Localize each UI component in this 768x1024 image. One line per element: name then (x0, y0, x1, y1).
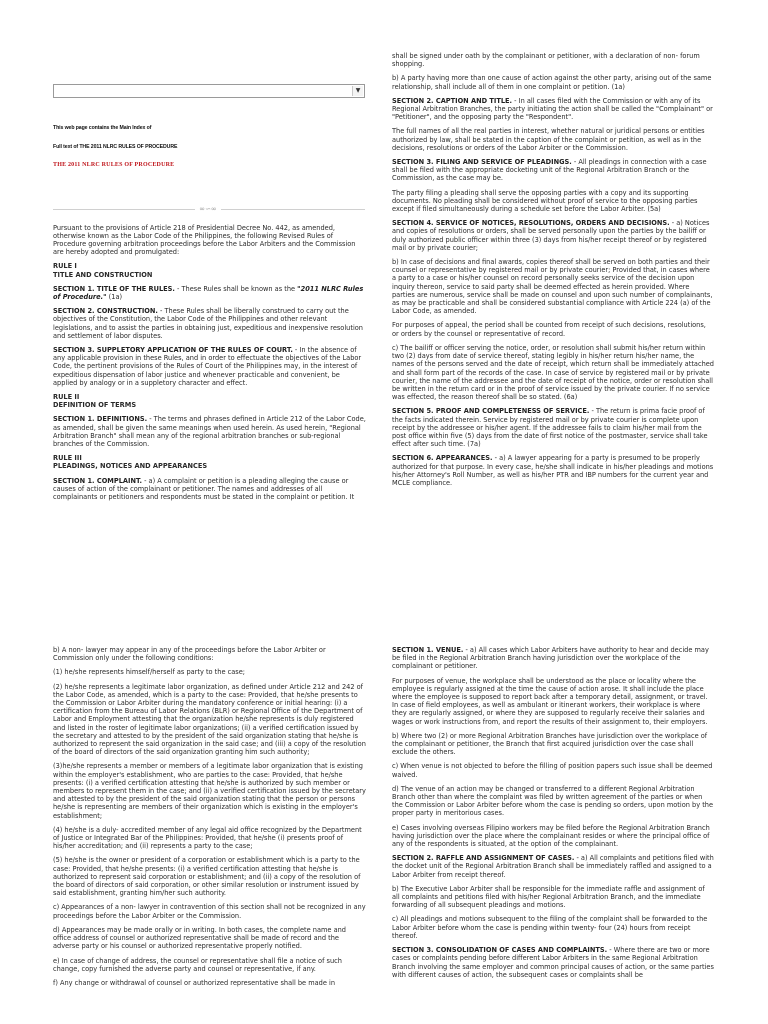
page2-left-column (53, 646, 366, 993)
section-paragraph: SECTION 2. RAFFLE AND ASSIGNMENT OF CASES. - a) All complaints and petitions filed with the docket unit of the Regional Arbitration Branch shall be immediately raffled and assigned to a Labor Arbiter from receipt thereof. (392, 854, 714, 879)
rule-number: RULE I (53, 262, 77, 271)
section-paragraph: SECTION 3. CONSOLIDATION OF CASES AND COMPLAINTS. - Where there are two or more cases or complaints pending before different Labor Arbiters in the same Regional Arbitration Branch involving the same employer and common principal causes of action, or the same parties with different causes of action, the subsequent cases or complaints shall be (392, 946, 714, 979)
paragraph: For purposes of appeal, the period shall be counted from receipt of such decisions, resolutions, or orders by the counsel or representative of record. (392, 321, 706, 338)
paragraph: c) Appearances of a non- lawyer in contravention of this section shall not be recognized in any proceedings before the Labor Arbiter or the Commission. (53, 903, 366, 920)
rule-number: RULE III (53, 454, 82, 463)
paragraph: d) The venue of an action may be changed or transferred to a different Regional Arbitration Branch other than where the complaint was filed by written agreement of the parties or when the Commission or Labor Arbiter before whom the case is pending so orders, upon motion by the proper party in meritorious cases. (392, 784, 714, 818)
page-gap (0, 608, 768, 640)
paragraph: c) The bailiff or officer serving the notice, order, or resolution shall submit his/her return within two (2) days from date of service thereof, stating legibly in his/her return his/her name, the names of the persons served and the date of receipt, which return shall be immediately attached and shall form part of the records of the case. In case of service by registered mail or by private courier, the name of the addressee and the date of receipt of the notice, order or resolution shall be written in the return card or in the proof of service issued by the private courier. If no service was effected, the reason thereof shall be so stated. (6a) (392, 343, 714, 402)
index-select-dropdown[interactable] (53, 84, 365, 98)
rules-title-emphasis: "2011 NLRC Rules of Procedure." (53, 284, 364, 302)
section-paragraph: SECTION 1. COMPLAINT. - a) A complaint or petition is a pleading alleging the cause or causes of action of the complainant or petitioner. The names and addresses of all complainants or petitioners and respondents must be stated in the complaint or petition. It (53, 476, 355, 502)
paragraph: b) A non- lawyer may appear in any of the proceedings before the Labor Arbiter or Commission only under the following conditions: (53, 646, 326, 663)
preamble-paragraph: Pursuant to the provisions of Article 218 of Presidential Decree No. 442, as amended, otherwise known as the Labor Code of the Philippines, the following Revised Rules of Procedure governing arbitration proceedings before the Labor Arbiters and the Commission are hereby adopted and promulgated: (53, 223, 356, 257)
paragraph: (1) he/she represents himself/herself as party to the case; (53, 668, 245, 677)
section-heading: SECTION 2. RAFFLE AND ASSIGNMENT OF CASES. (392, 854, 575, 863)
paragraph: b) In case of decisions and final awards, copies thereof shall be served on both parties and their counsel or representative by registered mail or by private courier; Provided that, in cases where a party to a case or his/her counsel on record personally seeks service of the decision upon inquiry thereon, service to said party shall be deemed effected as herein provided. Where parties are numerous, service shall be made on counsel and upon such number of complainants, as may be practicable and shall be considered substantial compliance with Article 224 (a) of the Labor Code, as amended. (392, 258, 713, 316)
section-heading: SECTION 3. FILING AND SERVICE OF PLEADINGS. (392, 158, 572, 167)
paragraph: d) Appearances may be made orally or in writing. In both cases, the complete name and office address of counsel or authorized representative shall be made of record and the adverse party or his counsel or authorized representative properly notified. (53, 925, 346, 951)
paragraph: For purposes of venue, the workplace shall be understood as the place or locality where the employee is regularly assigned at the time the cause of action arose. It shall include the place where the employee is supposed to report back after a temporary detail, assignment, or travel. In case of field employees, as well as ambulant or itinerant workers, their workplace is where they are regularly assigned, or where they are supposed to regularly receive their salaries and wages or work instructions from, and report the results of their assignment to, their employers. (392, 676, 708, 726)
section-heading: SECTION 1. TITLE OF THE RULES. (53, 284, 175, 293)
paragraph: b) A party having more than one cause of action against the other party, arising out of the same relationship, shall include all of them in one complaint or petition. (1a) (392, 74, 712, 91)
rule-heading (53, 393, 366, 409)
paragraph: b) Where two (2) or more Regional Arbitration Branches have jurisdiction over the workplace of the complainant or petitioner, the Branch that first acquired jurisdiction over the case shall exclude the others. (392, 731, 708, 757)
section-paragraph: SECTION 1. TITLE OF THE RULES. - These Rules shall be known as the "2011 NLRC Rules of Procedure." (1a) (53, 284, 364, 302)
section-heading: SECTION 3. SUPPLETORY APPLICATION OF THE RULES OF COURT. (53, 346, 293, 355)
section-paragraph: SECTION 3. FILING AND SERVICE OF PLEADINGS. - All pleadings in connection with a case shall be filed with the appropriate docketing unit of the Regional Arbitration Branch or the Commission, as the case may be. (392, 158, 707, 183)
section-paragraph: SECTION 1. DEFINITIONS. - The terms and phrases defined in Article 212 of the Labor Code, as amended, shall be given the same meanings when used herein. As used herein, "Regional Arbitration Branch" shall mean any of the regional arbitration branches or sub-regional branches of the Commission. (53, 415, 366, 449)
paragraph: f) Any change or withdrawal of counsel or authorized representative shall be made in (53, 978, 336, 987)
section-heading: SECTION 2. CONSTRUCTION. (53, 307, 158, 316)
section-heading: SECTION 2. CAPTION AND TITLE. (392, 96, 513, 105)
paragraph: (5) he/she is the owner or president of a corporation or establishment which is a party to the case: Provided, that he/she presents: (i) a verified certification attesting that he/she is authorized to represent said corporation or establishment; and (ii) a copy of the resolution of the board of directors of said corporation, or other similar resolution or instrument issued by said establishment, granting him/her such authority. (53, 856, 361, 898)
chevron-down-icon[interactable]: ▼ (352, 86, 363, 96)
intro-text-index: This web page contains the Main Index of (53, 125, 152, 131)
document-page-2 (0, 640, 768, 1024)
section-paragraph: SECTION 3. SUPPLETORY APPLICATION OF THE RULES OF COURT. - In the absence of any applicable provision in these Rules, and in order to effectuate the objectives of the Labor Code, the pertinent provisions of the Rules of Court of the Philippines may, in the interest of expeditious dispensation of labor justice and whenever practicable and convenient, be applied by analogy or in a suppletory character and effect. (53, 346, 362, 387)
section-heading: SECTION 6. APPEARANCES. (392, 454, 493, 463)
paragraph: b) The Executive Labor Arbiter shall be responsible for the immediate raffle and assignment of all complaints and petitions filed with his/her Regional Arbitration Branch, and the immediate forwarding of all subsequent pleadings and motions. (392, 884, 705, 910)
ornamental-divider (53, 204, 366, 214)
section-heading: SECTION 1. DEFINITIONS. (53, 415, 148, 424)
paragraph: c) When venue is not objected to before the filling of position papers such issue shall be deemed waived. (392, 762, 713, 779)
rule-heading (53, 454, 366, 470)
paragraph: e) Cases involving overseas Filipino workers may be filed before the Regional Arbitration Branch having jurisdiction over the place where the complainant resides or where the principal office of any of the respondents is situated, at the option of the complainant. (392, 823, 710, 849)
paragraph: shall be signed under oath by the complainant or petitioner, with a declaration of non- forum shopping. (392, 52, 700, 69)
intro-text-fulltext: Full text of THE 2011 NLRC RULES OF PROCEDURE (53, 144, 178, 151)
page2-right-column (392, 646, 714, 985)
paragraph: The full names of all the real parties in interest, whether natural or juridical persons or entities authorized by law, shall be stated in the caption of the complaint or petition, as well as in the decisions, resolutions or orders of the Labor Arbiter or the Commission. (392, 127, 705, 152)
document-title: THE 2011 NLRC RULES OF PROCEDURE (53, 162, 175, 169)
page1-left-column (53, 84, 366, 507)
section-paragraph: SECTION 2. CAPTION AND TITLE. - In all cases filed with the Commission or with any of its Regional Arbitration Branches, the party initiating the action shall be called the "Complainant" or "Petitioner", and the opposing party the "Respondent". (392, 96, 713, 122)
paragraph: The party filing a pleading shall serve the opposing parties with a copy and its supporting documents. No pleading shall be considered without proof of service to the opposing parties except if filed simultaneously during a schedule set before the Labor Arbiter. (5a) (392, 188, 698, 214)
rule-title: DEFINITION OF TERMS (53, 401, 137, 410)
section-paragraph: SECTION 2. CONSTRUCTION. - These Rules shall be liberally construed to carry out the objectives of the Constitution, the Labor Code of the Philippines and other relevant legislations, and to assist the parties in obtaining just, expeditious and inexpensive resolution and settlement of labor disputes. (53, 307, 363, 340)
page1-right-column (392, 52, 714, 493)
paragraph: e) In case of change of address, the counsel or representative shall file a notice of such change, copy furnished the adverse party and counsel or representative, if any. (53, 956, 342, 973)
rule-title: PLEADINGS, NOTICES AND APPEARANCES (53, 462, 208, 471)
section-paragraph: SECTION 6. APPEARANCES. - a) A lawyer appearing for a party is presumed to be properly authorized for that purpose. In every case, he/she shall indicate in his/her pleadings and motions his/her Attorney's Roll Number, as well as his/her PTR and IBP numbers for the current year and MCLE compliance. (392, 454, 714, 487)
paragraph: (2) he/she represents a legitimate labor organization, as defined under Article 212 and 242 of the Labor Code, as amended, which is a party to the case: Provided, that he/she presents to the Commission or Labor Arbiter during the mandatory conference or initial hearing: (i) a certification from the Bureau of Labor Relations (BLR) or Regional Office of the Department of Labor and Employment attesting that the organization he/she represents is duly registered and listed in the roster of legitimate labor organizations; (ii) a verified certification issued by the secretary and attested to by the president of the said organization stating that he/she is authorized to represent the said organization in the said case; and (iii) a copy of the resolution of the board of directors of the said organization granting him such authority; (53, 682, 366, 757)
section-heading: SECTION 3. CONSOLIDATION OF CASES AND COMPLAINTS. (392, 946, 608, 955)
section-paragraph: SECTION 5. PROOF AND COMPLETENESS OF SERVICE. - The return is prima facie proof of the facts indicated therein. Service by registered mail or by private courier is complete upon receipt by the addressee or his/her agent. If the addressee fails to claim his/her mail from the post office within five (5) days from the date of first notice of the postmaster, service shall take effect after such time. (7a) (392, 407, 708, 449)
rule-title: TITLE AND CONSTRUCTION (53, 270, 153, 279)
divider-ornament-icon: ∞∽∞ (199, 204, 217, 213)
section-heading: SECTION 1. VENUE. (392, 646, 464, 654)
section-heading: SECTION 1. COMPLAINT. (53, 476, 142, 485)
rule-number: RULE II (53, 393, 80, 402)
rule-heading (53, 262, 366, 278)
section-heading: SECTION 4. SERVICE OF NOTICES, RESOLUTIONS, ORDERS AND DECISIONS. (392, 219, 670, 228)
section-paragraph: SECTION 1. VENUE. - a) All cases which Labor Arbiters have authority to hear and decide may be filed in the Regional Arbitration Branch having jurisdiction over the workplace of the complainant or petitioner. (392, 646, 709, 671)
section-paragraph: SECTION 4. SERVICE OF NOTICES, RESOLUTIONS, ORDERS AND DECISIONS. - a) Notices and copies of resolutions or orders, shall be served personally upon the parties by the bailiff or duly authorized public officer within three (3) days from his/her receipt thereof or by registered mail or by private courier; (392, 219, 710, 252)
paragraph: (3)he/she represents a member or members of a legitimate labor organization that is existing within the employer's establishment, who are parties to the case: Provided, that he/she presents: (i) a verified certification attesting that he/she is authorized by such member or members to represent them in the case; and (ii) a verified certification issued by the secretary and attested to by the president of the said organization stating that the person or persons he/she is representing are members of their organization which is existing in the employer's establishment; (53, 762, 366, 820)
paragraph: (4) he/she is a duly- accredited member of any legal aid office recognized by the Department of Justice or Integrated Bar of the Philippines: Provided, that he/she (i) presents proof of his/her accreditation; and (ii) represents a party to the case; (53, 825, 362, 851)
paragraph: c) All pleadings and motions subsequent to the filing of the complaint shall be forwarded to the Labor Arbiter before whom the case is pending within twenty- four (24) hours from receipt thereof. (392, 915, 708, 940)
section-heading: SECTION 5. PROOF AND COMPLETENESS OF SERVICE. (392, 407, 590, 416)
